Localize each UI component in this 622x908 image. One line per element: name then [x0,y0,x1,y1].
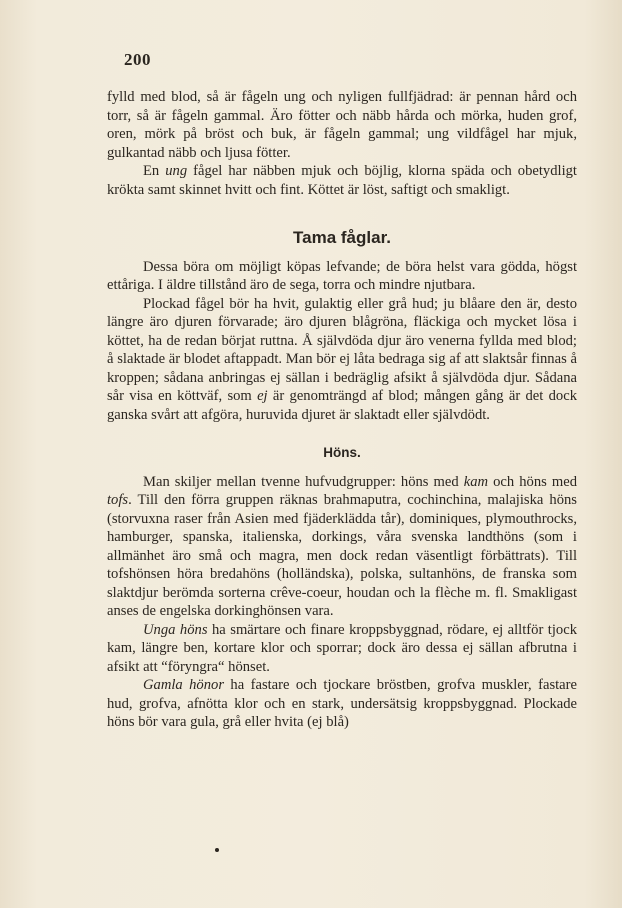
hons-paragraph-1: Man skiljer mellan tvenne hufvudgrupper: höns med kam och höns med tofs. Till den förra gruppen räknas brahmaputra, cochinchina, malajiska höns (storvuxna raser från Asien med fjäderklädda tår), dominiques, plymouthrocks, hamburger, spanska, italienska, dorkings, våra svenska landthöns (som i allmänhet äro små och magra, men dock redan väsentligt förbättrats). Till tofshönsen höra bredahöns (holländska), polska, sultanhöns, de franska som slaktdjur berömda sorterna crêve-coeur, houdan och la flèche m. fl. Smakligast anses de engelska dorkinghönsen vara. [107,473,578,619]
emphasis-tofs: tofs [107,492,129,508]
emphasis-ej: ej [257,388,268,404]
intro-paragraph-2: En ung fågel har näbben mjuk och böjlig, klorna späda och obetydligt krökta samt skinnet hvitt och fint. Köttet är löst, saftigt och smakligt. [107,163,577,198]
page-body [107,88,577,732]
tama-paragraph-1: Dessa böra om möjligt köpas lefvande; de böra helst vara gödda, högst ettåriga. I äldre tillstånd äro de sega, torra och mindre njutbara. [107,258,577,293]
page-number: 200 [124,50,151,69]
emphasis-unga-hons: Unga höns [143,621,208,638]
emphasis-gamla-honor: Gamla hönor [143,677,225,693]
hons-paragraph-3: Gamla hönor ha fastare och tjockare bröstben, grofva muskler, fastare hud, grofva, afnötta klor och en stark, undersätsig kroppsbyggnad. Plockade höns bör vara gula, grå eller hvita (ej blå) [107,677,578,730]
section-title-hons: Höns. [323,445,361,460]
tama-paragraph-2: Plockad fågel bör ha hvit, gulaktig eller grå hud; ju blåare den är, desto längre äro djuren förvarade; äro djuren blågröna, fläckiga och mycket lösa i köttet, ha de redan börjat ruttna. Å självdöda djur äro venerna fyllda med blod; å slaktade är blodet aftappadt. Man bör ej låta bedraga sig af att slaktsår finnas å kroppen; sådana anbringas ej sällan i bedräglig afsikt å självdöda djur. Sådana sår visa en köttväf, som ej är genomträngd af blod; mången gång är det dock ganska svårt att afgöra, huruvida djuret är slaktadt eller självdödt. [107,295,577,423]
emphasis-ung: ung [165,163,188,179]
emphasis-kam: kam [463,473,489,490]
intro-paragraph-1: fylld med blod, så är fågeln ung och nyligen fullfjädrad: är pennan hård och torr, så är fågeln gammal. Äro fötter och näbb hårda och mörka, huden grof, oren, mörk på bröst och buk, är fågeln gammal; ung vildfågel har mjuk, gulkantad näbb och ljusa fötter. [107,89,577,161]
section-title-tama-faglar: Tama fåglar. [293,228,391,247]
hons-paragraph-2: Unga höns ha smärtare och finare kroppsbyggnad, rödare, ej alltför tjock kam, längre ben, kortare klor och sporrar; dock äro dessa ej sällan afbrutna i afsikt att “föryngra“ hönset. [107,621,577,675]
ink-dot-mark [215,848,219,852]
